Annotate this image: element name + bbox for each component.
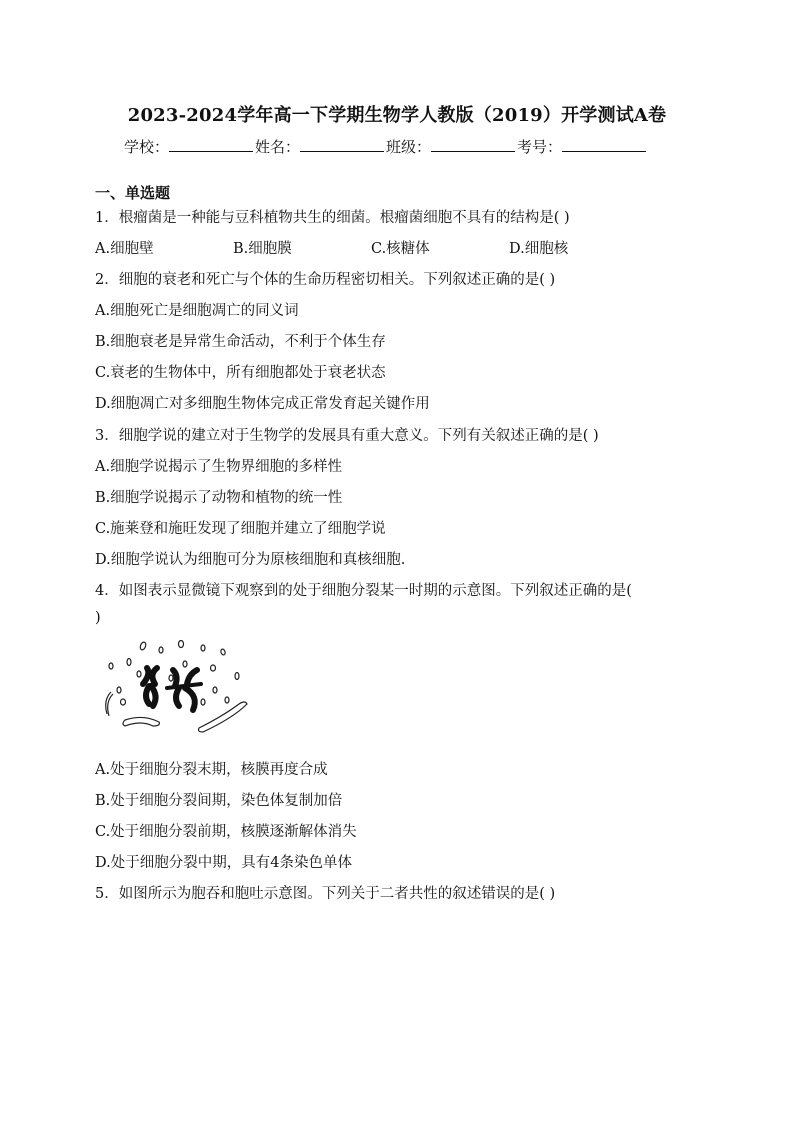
student-info-line <box>124 136 648 157</box>
question-4-option-c: C.处于细胞分裂前期，核膜逐渐解体消失 <box>95 824 357 840</box>
exam-number-label: 考号： <box>517 138 563 156</box>
question-4-stem-continued: ) <box>95 610 101 626</box>
school-label: 学校： <box>124 138 170 156</box>
class-label: 班级： <box>386 138 432 156</box>
name-blank <box>300 139 384 152</box>
exam-number-blank <box>562 139 646 152</box>
question-4-stem: 4．如图表示显微镜下观察到的处于细胞分裂某一时期的示意图。下列叙述正确的是( <box>95 583 632 599</box>
question-3-option-c: C.施莱登和施旺发现了细胞并建立了细胞学说 <box>95 521 386 537</box>
cell-division-figure <box>103 640 251 736</box>
question-5-stem: 5．如图所示为胞吞和胞吐示意图。下列关于二者共性的叙述错误的是( ) <box>95 886 556 902</box>
page-title: 2023-2024学年高一下学期生物学人教版（2019）开学测试A卷 <box>127 105 667 126</box>
question-4-option-a: A.处于细胞分裂末期，核膜再度合成 <box>95 762 328 778</box>
section-heading: 一、单选题 <box>95 184 171 202</box>
question-3-stem: 3．细胞学说的建立对于生物学的发展具有重大意义。下列有关叙述正确的是( ) <box>95 428 599 444</box>
question-1-option-d: D.细胞核 <box>509 241 569 257</box>
class-blank <box>431 139 515 152</box>
question-4-option-d: D.处于细胞分裂中期，具有4条染色单体 <box>95 855 352 871</box>
question-3-option-d: D.细胞学说认为细胞可分为原核细胞和真核细胞. <box>95 552 406 568</box>
question-4-option-b: B.处于细胞分裂间期，染色体复制加倍 <box>95 793 343 809</box>
question-3-option-a: A.细胞学说揭示了生物界细胞的多样性 <box>95 459 343 475</box>
question-1-options <box>95 237 647 258</box>
school-blank <box>169 139 253 152</box>
question-1-stem: 1．根瘤菌是一种能与豆科植物共生的细菌。根瘤菌细胞不具有的结构是( ) <box>95 210 570 226</box>
question-2-option-d: D.细胞凋亡对多细胞生物体完成正常发育起关键作用 <box>95 396 430 412</box>
question-2-option-a: A.细胞死亡是细胞凋亡的同义词 <box>95 303 299 319</box>
question-3-option-b: B.细胞学说揭示了动物和植物的统一性 <box>95 490 343 506</box>
question-1-option-b: B.细胞膜 <box>233 241 292 257</box>
question-2-stem: 2．细胞的衰老和死亡与个体的生命历程密切相关。下列叙述正确的是( ) <box>95 272 556 288</box>
question-1-option-c: C.核糖体 <box>371 241 430 257</box>
name-label: 姓名： <box>255 138 301 156</box>
question-2-option-c: C.衰老的生物体中，所有细胞都处于衰老状态 <box>95 365 386 381</box>
question-2-option-b: B.细胞衰老是异常生命活动，不利于个体生存 <box>95 334 386 350</box>
question-1-option-a: A.细胞壁 <box>95 241 154 257</box>
